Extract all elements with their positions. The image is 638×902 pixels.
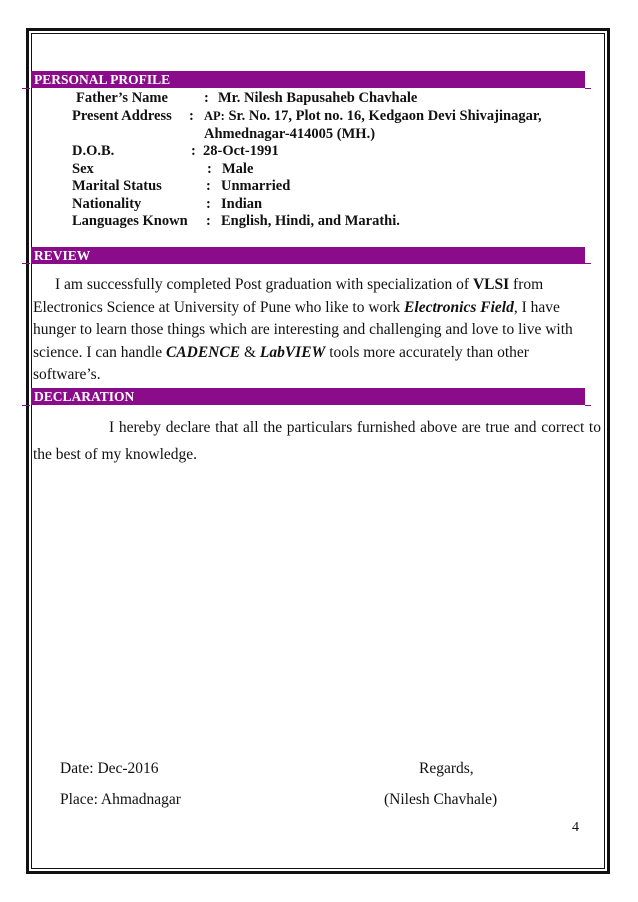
declaration-text: I hereby declare that all the particulars furnished above are true and correct to the best of my knowledge. (33, 419, 601, 463)
review-emphasis-cadence: CADENCE (165, 343, 241, 361)
profile-colon: : (206, 213, 211, 229)
review-paragraph (33, 274, 593, 387)
profile-value: English, Hindi, and Marathi. (221, 213, 400, 229)
profile-value (204, 108, 542, 125)
footer-place: Place: Ahmadnagar (60, 791, 181, 808)
profile-colon: : (189, 108, 194, 124)
profile-colon: : (191, 143, 196, 159)
profile-label: Sex (72, 161, 94, 177)
profile-label: Languages Known (72, 213, 188, 229)
address-line-1: Sr. No. 17, Plot no. 16, Kedgaon Devi Shivajinagar, (224, 108, 542, 124)
profile-label: D.O.B. (72, 143, 115, 159)
profile-colon: : (204, 90, 209, 106)
profile-label: Present Address (72, 108, 172, 124)
section-bar-tick (22, 263, 30, 264)
page-number: 4 (572, 820, 579, 835)
profile-value: Unmarried (221, 178, 291, 194)
section-bar-tick (22, 405, 30, 406)
profile-colon: : (206, 178, 211, 194)
section-bar-tick (585, 88, 591, 89)
profile-value: Indian (221, 196, 263, 212)
review-text: from Electronics Science at University of Pune who like to work (33, 276, 544, 316)
profile-colon: : (207, 161, 212, 177)
review-bold-vlsi: VLSI (472, 276, 510, 293)
review-text: , I have hunger to learn those things which are interesting and challenging and love to live with science. I can handle (33, 298, 573, 361)
review-text: & (240, 343, 260, 361)
profile-value: 28-Oct-1991 (203, 143, 279, 159)
section-header-review: REVIEW (31, 247, 585, 264)
profile-label: Father’s Name (76, 90, 168, 106)
review-text: I am successfully completed Post graduation with specialization of (55, 276, 473, 293)
profile-value: Mr. Nilesh Bapusaheb Chavhale (218, 90, 418, 106)
profile-colon: : (206, 196, 211, 212)
section-bar-tick (22, 88, 30, 89)
footer-signature-name: (Nilesh Chavhale) (384, 791, 498, 808)
footer-regards: Regards, (419, 760, 474, 777)
review-emphasis-labview: LabVIEW (259, 343, 326, 361)
address-prefix: AP: (204, 109, 225, 123)
review-text: tools more accurately than other software’s. (33, 343, 529, 383)
profile-label: Marital Status (72, 178, 162, 194)
section-header-declaration: DECLARATION (31, 388, 585, 405)
profile-label: Nationality (72, 196, 142, 212)
address-line-2: Ahmednagar-414005 (MH.) (204, 126, 376, 142)
footer-date: Date: Dec-2016 (60, 760, 159, 777)
section-header-personal-profile: PERSONAL PROFILE (31, 71, 585, 88)
section-bar-tick (585, 405, 591, 406)
review-emphasis-electronics-field: Electronics Field (404, 298, 514, 316)
section-bar-tick (585, 263, 591, 264)
profile-value: Male (222, 161, 254, 177)
